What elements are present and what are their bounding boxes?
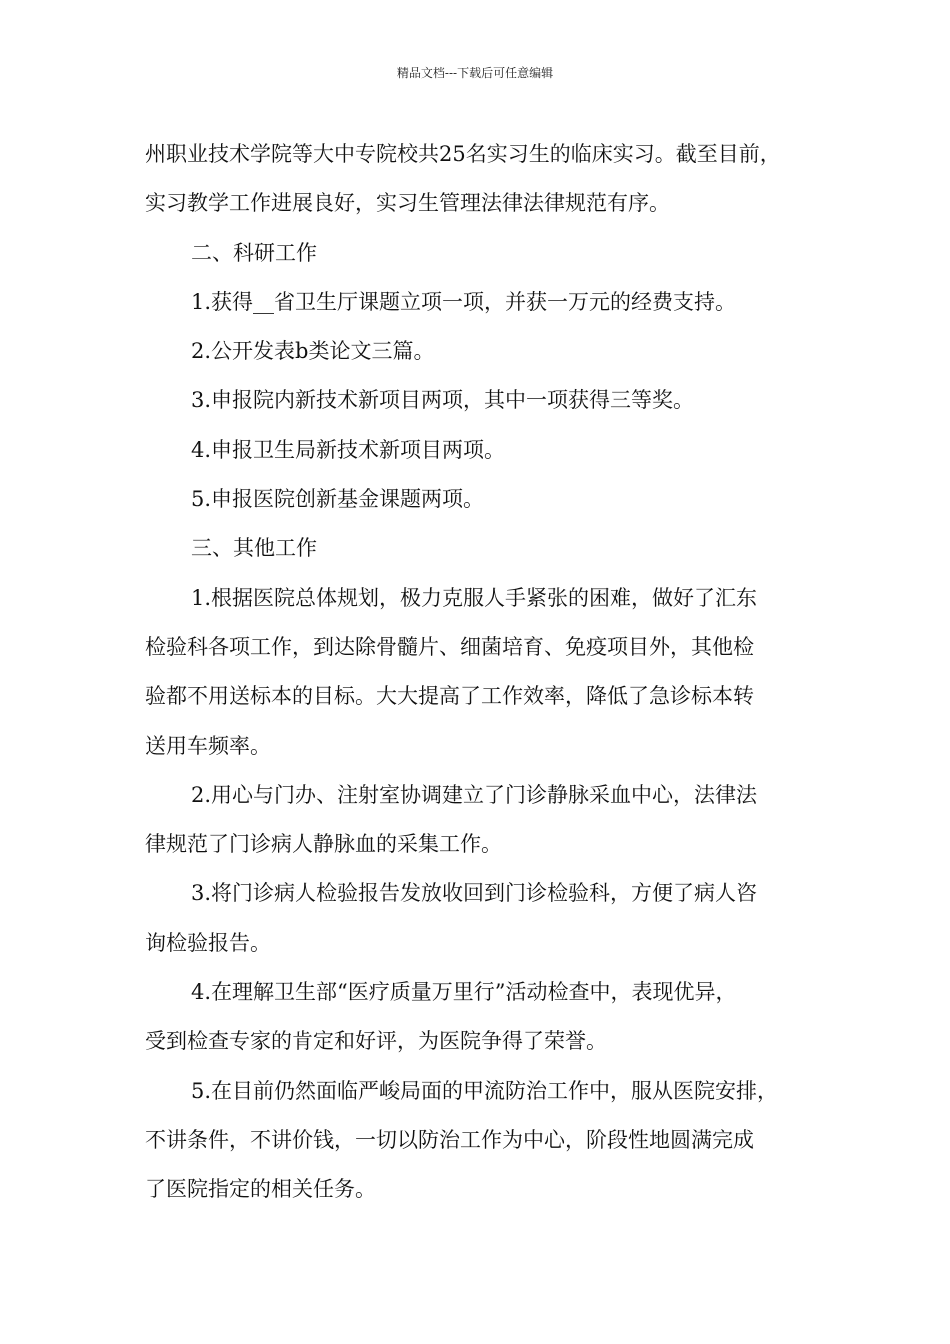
text-line: 了医院指定的相关任务。 <box>145 1177 376 1202</box>
list-item: 4.在理解卫生部“医疗质量万里行”活动检查中，表现优异， <box>191 980 737 1005</box>
list-item: 4.申报卫生局新技术新项目两项。 <box>191 437 506 462</box>
section-heading-other: 三、其他工作 <box>191 536 317 561</box>
list-item: 1.获得__省卫生厅课题立项一项，并获一万元的经费支持。 <box>191 289 737 314</box>
text-line: 送用车频率。 <box>145 733 271 758</box>
text-line: 律规范了门诊病人静脉血的采集工作。 <box>145 832 502 857</box>
text-line: 实习教学工作进展良好，实习生管理法律法律规范有序。 <box>145 191 670 216</box>
text-line: 不讲条件，不讲价钱，一切以防治工作为中心，阶段性地圆满完成 <box>145 1127 754 1152</box>
list-item: 5.在目前仍然面临严峻局面的甲流防治工作中，服从医院安排， <box>191 1078 779 1103</box>
text-line: 询检验报告。 <box>145 930 271 955</box>
text-line: 受到检查专家的肯定和好评，为医院争得了荣誉。 <box>145 1029 607 1054</box>
document-body <box>145 130 815 1215</box>
list-item: 1.根据医院总体规划，极力克服人手紧张的困难，做好了汇东 <box>191 585 758 610</box>
page-header: 精品文档---下载后可任意编辑 <box>396 66 554 80</box>
list-item: 2.公开发表b类论文三篇。 <box>191 339 435 364</box>
list-item: 3.将门诊病人检验报告发放收回到门诊检验科，方便了病人咨 <box>191 881 758 906</box>
list-item: 5.申报医院创新基金课题两项。 <box>191 487 485 512</box>
section-heading-research: 二、科研工作 <box>191 240 317 265</box>
text-line: 验都不用送标本的目标。大大提高了工作效率，降低了急诊标本转 <box>145 684 754 709</box>
text-line: 州职业技术学院等大中专院校共25名实习生的临床实习。截至目前， <box>145 142 781 166</box>
list-item: 2.用心与门办、注射室协调建立了门诊静脉采血中心，法律法 <box>191 782 758 807</box>
text-line: 检验科各项工作，到达除骨髓片、细菌培育、免疫项目外，其他检 <box>145 634 754 659</box>
list-item: 3.申报院内新技术新项目两项，其中一项获得三等奖。 <box>191 388 695 413</box>
